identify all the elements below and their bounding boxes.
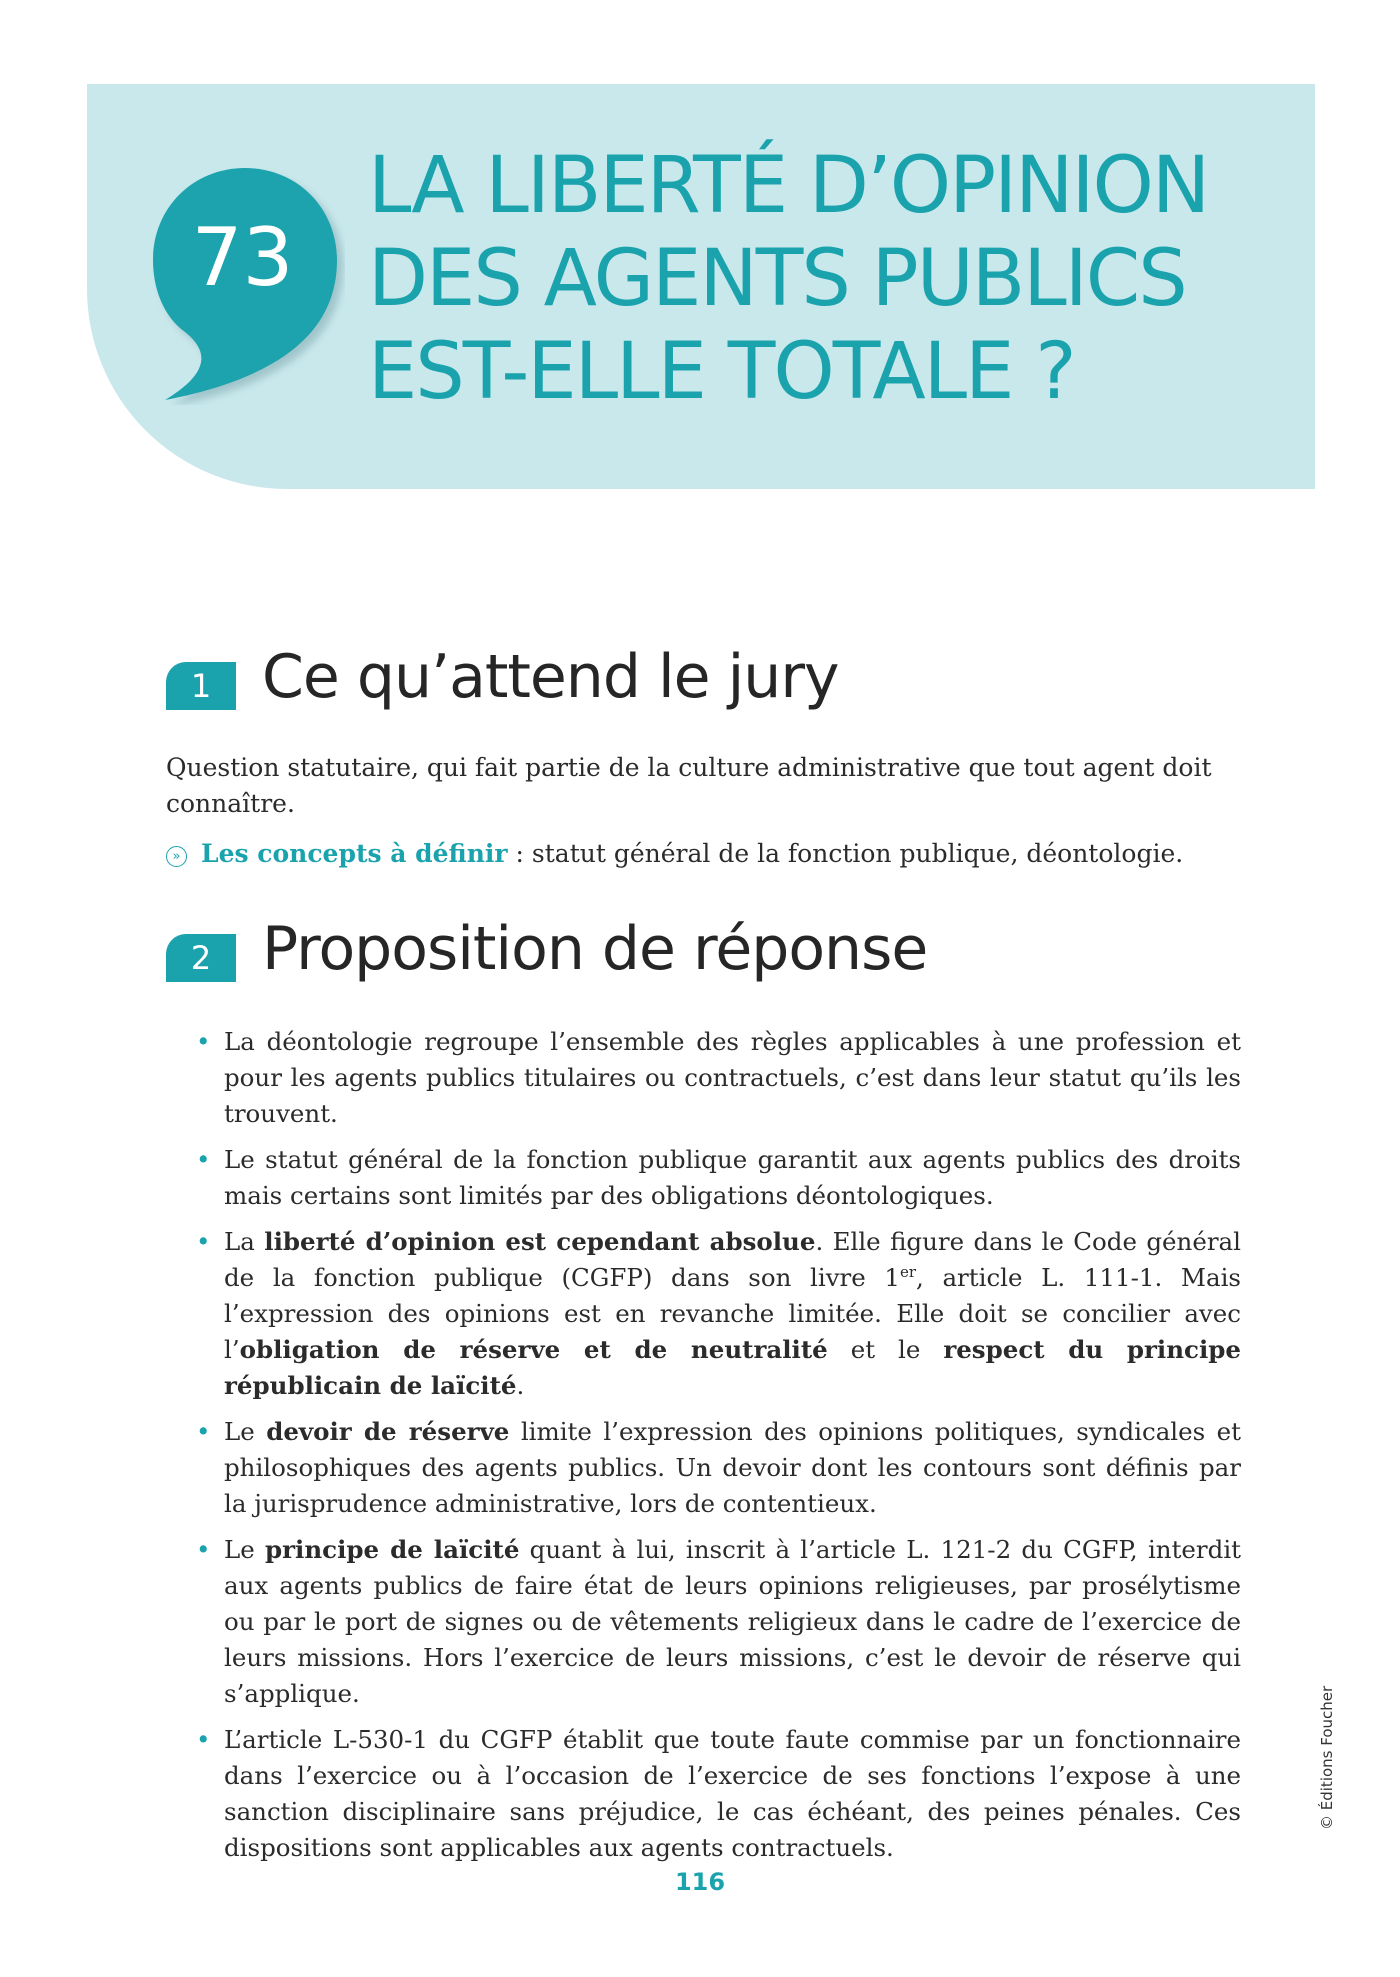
bullet-text: . Elle figure dans le Code général de la fonction publique (CGFP) dans son livre 1 (224, 1227, 1241, 1292)
bullet-text: Le statut général de la fonction publique garantit aux agents publics des droits mais certains sont limités par des obligations déontologiques. (224, 1145, 1241, 1210)
bullet-dot-icon: • (196, 1027, 211, 1056)
bullet-text: limite l’expression des opinions politiques, syndicales et philosophiques des agents publics. Un devoir dont les contours sont définis par la jurisprudence administrative, lors de contentieux. (224, 1417, 1241, 1518)
bullet-dot-icon: • (196, 1535, 211, 1564)
bullet-text: L’article L-530-1 du CGFP établit que toute faute commise par un fonctionnaire dans l’exercice ou à l’occasion de l’exercice de ses fonctions l’expose à une sanction disciplinaire sans préjudice, le cas échéant, des peines pénales. Ces dispositions sont applicables aux agents contractuels. (224, 1725, 1241, 1862)
concepts-text: : statut général de la fonction publique, déontologie. (507, 839, 1184, 868)
bullet-text: . (516, 1371, 525, 1400)
title-line-3: EST-ELLE TOTALE ? (368, 327, 1075, 417)
bold-text: liberté d’opinion est cependant absolue (264, 1227, 816, 1256)
bullet-text: , article L. 111-1. Mais l’expression des opinions est en revanche limitée. Elle doit se concilier avec l’ (224, 1263, 1241, 1364)
bullet-text: La (224, 1227, 265, 1256)
title-line-1: LA LIBERTÉ D’OPINION (368, 141, 1209, 231)
page-number: 116 (674, 1868, 726, 1896)
bullet-dot-icon: • (196, 1227, 211, 1256)
page-title (368, 140, 1298, 419)
concepts-line (166, 836, 1256, 872)
bullet-text: Le (224, 1535, 266, 1564)
bold-text: devoir de réserve (266, 1417, 510, 1446)
section-2-title: Proposition de réponse (262, 914, 928, 984)
bullet-text: quant à lui, inscrit à l’article L. 121-2 du CGFP, interdit aux agents publics de faire état de leurs opinions religieuses, par prosélytisme ou par le port de signes ou de vêtements religieux dans le cadre de l’exercice de leurs missions. Hors l’exercice de leurs missions, c’est le devoir de réserve qui s’applique. (224, 1535, 1241, 1708)
bullet-item (196, 1414, 1241, 1522)
section-1-badge: 1 (166, 662, 236, 710)
bullet-dot-icon: • (196, 1417, 211, 1446)
bullet-item (196, 1224, 1241, 1404)
intro-paragraph: Question statutaire, qui fait partie de la culture administrative que tout agent doit connaître. (166, 753, 1212, 818)
bullet-dot-icon: • (196, 1145, 211, 1174)
concepts-label: Les concepts à définir (201, 839, 508, 868)
bullet-text: Le (224, 1417, 267, 1446)
bold-text: obligation de réserve et de neutralité (239, 1335, 828, 1364)
double-chevron-icon: » (166, 846, 187, 867)
copyright-notice: © Éditions Foucher (1318, 1685, 1336, 1830)
bullet-text: er (899, 1262, 917, 1281)
answer-bullet-list (196, 1024, 1241, 1876)
question-number: 73 (191, 211, 294, 304)
bullet-item (196, 1532, 1241, 1712)
bullet-item (196, 1722, 1241, 1866)
bullet-text: La déontologie regroupe l’ensemble des règles applicables à une profession et pour les agents publics titulaires ou contractuels, c’est dans leur statut qu’ils les trouvent. (224, 1027, 1241, 1128)
bullet-dot-icon: • (196, 1725, 211, 1754)
bullet-item (196, 1142, 1241, 1214)
section-1-title: Ce qu’attend le jury (262, 642, 839, 712)
bold-text: respect du principe républicain de laïcité (224, 1335, 1241, 1400)
section-2-badge: 2 (166, 934, 236, 982)
bullet-text: et le (827, 1335, 944, 1364)
bullet-item (196, 1024, 1241, 1132)
bold-text: principe de laïcité (265, 1535, 520, 1564)
title-line-2: DES AGENTS PUBLICS (368, 234, 1186, 324)
